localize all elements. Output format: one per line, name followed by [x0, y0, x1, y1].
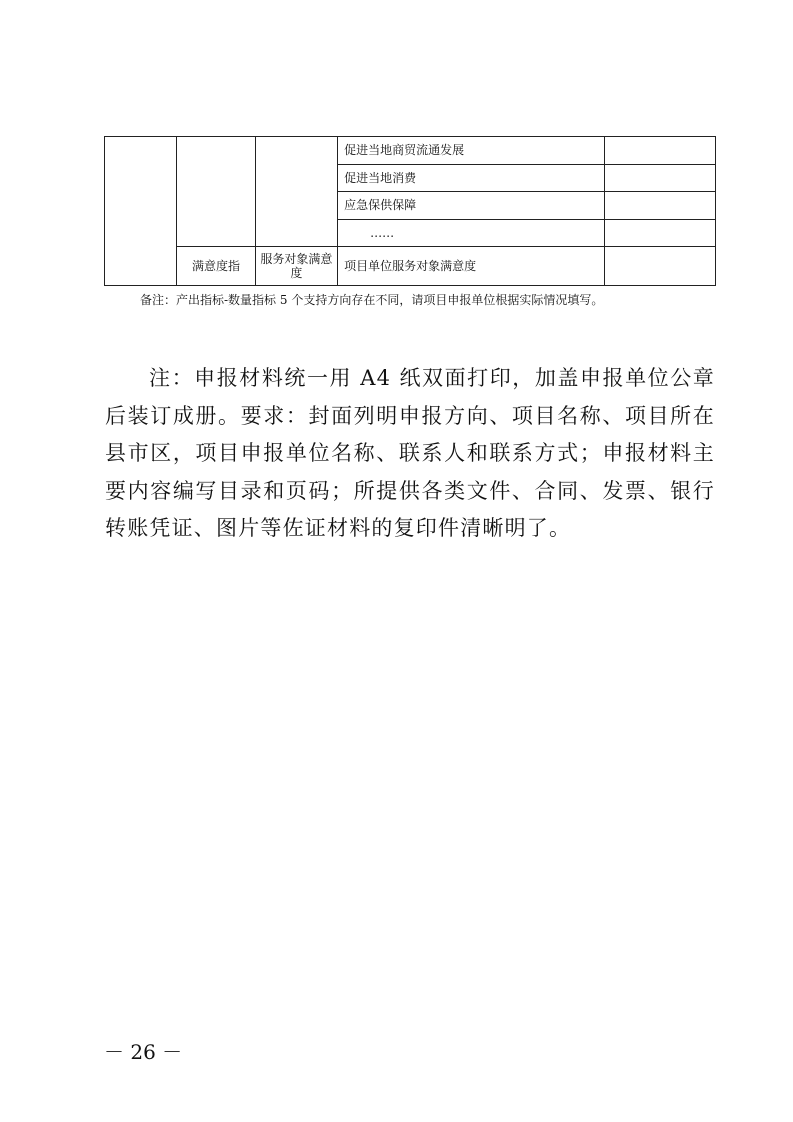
level3-indicator-cell — [255, 137, 337, 247]
satisfaction-indicator-cell: 项目单位服务对象满意度 — [338, 247, 605, 286]
indicator-value-cell — [605, 219, 716, 247]
submission-note: 注：申报材料统一用 A4 纸双面打印，加盖申报单位公章后装订成册。要求：封面列明申报方向、项目名称、项目所在县市区，项目申报单位名称、联系人和联系方式；申报材料主要内容编写目录和页码；所提供各类文件、合同、发票、银行转账凭证、图片等佐证材料的复印件清晰明了。 — [105, 366, 715, 540]
indicator-content-cell: 促进当地消费 — [338, 164, 605, 192]
satisfaction-level2-cell: 满意度指 — [177, 247, 255, 286]
indicator-value-cell — [605, 192, 716, 220]
table-remark: 备注：产出指标-数量指标 5 个支持方向存在不同，请项目申报单位根据实际情况填写。 — [140, 293, 604, 307]
indicator-content-cell: 应急保供保障 — [338, 192, 605, 220]
satisfaction-level3-cell: 服务对象满意度 — [255, 247, 337, 286]
level2-indicator-cell — [177, 137, 255, 247]
indicator-content-cell: …… — [338, 219, 605, 247]
performance-indicator-table — [104, 136, 716, 286]
table-row — [105, 137, 716, 165]
level1-indicator-cell — [105, 137, 177, 286]
table-row-satisfaction — [105, 247, 716, 286]
indicator-content-cell: 促进当地商贸流通发展 — [338, 137, 605, 165]
indicator-value-cell — [605, 247, 716, 286]
indicator-value-cell — [605, 164, 716, 192]
page-number: － 26 － — [104, 1040, 183, 1064]
indicator-value-cell — [605, 137, 716, 165]
